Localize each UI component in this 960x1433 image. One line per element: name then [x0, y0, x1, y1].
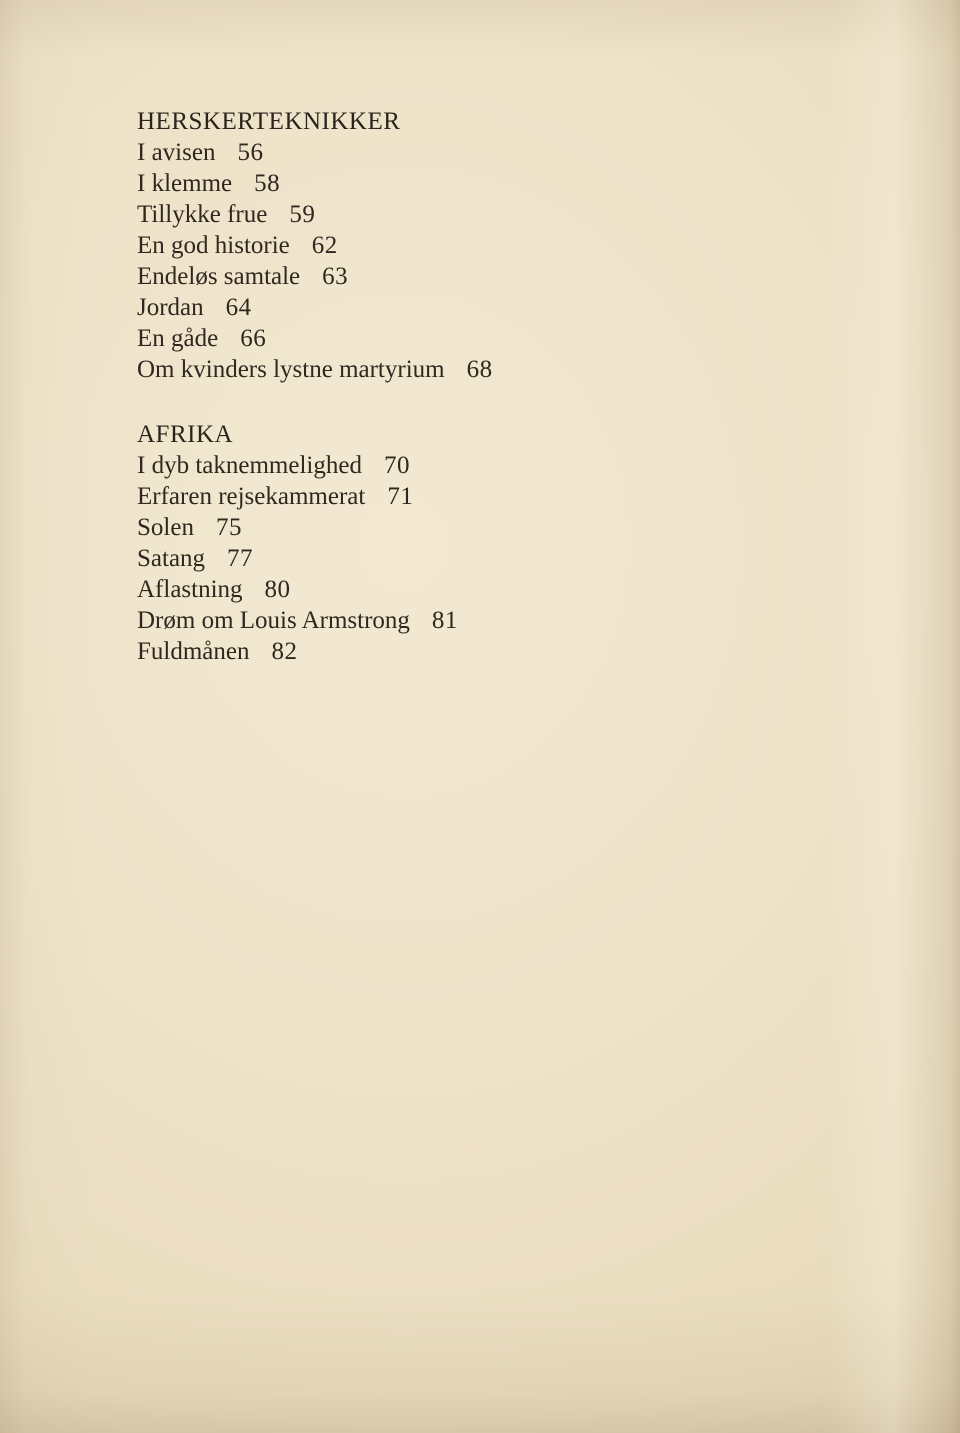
toc-entry	[137, 168, 870, 199]
entry-label: Drøm om Louis Armstrong	[137, 607, 410, 634]
toc-entry	[137, 137, 870, 168]
entry-label: I dyb taknemmelighed	[137, 452, 362, 479]
entry-label: Fuldmånen	[137, 638, 250, 665]
entry-page-number: 59	[289, 201, 316, 228]
toc-entry	[137, 292, 870, 323]
entry-label: Satang	[137, 545, 206, 572]
toc-section	[137, 106, 870, 385]
entry-page-number: 81	[431, 607, 458, 634]
toc-entry	[137, 230, 870, 261]
entry-page-number: 68	[466, 356, 493, 383]
entry-label: Jordan	[137, 294, 204, 321]
entry-page-number: 70	[383, 452, 410, 479]
entry-page-number: 63	[322, 263, 349, 290]
entry-label: I avisen	[137, 139, 216, 166]
entry-label: Solen	[137, 514, 194, 541]
entry-page-number: 82	[271, 638, 298, 665]
toc-entry	[137, 199, 870, 230]
entry-page-number: 58	[254, 170, 281, 197]
entry-label: En god historie	[137, 232, 290, 259]
entry-label: Aflastning	[137, 576, 243, 603]
toc-entry	[137, 605, 870, 636]
entry-page-number: 64	[225, 294, 252, 321]
toc-entry	[137, 481, 870, 512]
entry-page-number: 80	[264, 576, 291, 603]
section-title: AFRIKA	[137, 421, 234, 448]
toc-entry	[137, 323, 870, 354]
entry-page-number: 71	[387, 483, 414, 510]
toc-section	[137, 419, 870, 667]
entry-label: Tillykke frue	[137, 201, 268, 228]
toc-entry	[137, 512, 870, 543]
entry-label: Erfaren rejsekammerat	[137, 483, 366, 510]
entry-label: En gåde	[137, 325, 219, 352]
entry-page-number: 56	[237, 139, 264, 166]
toc-entry	[137, 543, 870, 574]
table-of-contents	[137, 106, 870, 701]
entry-page-number: 66	[240, 325, 267, 352]
entry-page-number: 62	[311, 232, 338, 259]
toc-entry	[137, 574, 870, 605]
entry-label: Om kvinders lystne martyrium	[137, 356, 445, 383]
toc-entry	[137, 354, 870, 385]
toc-entry	[137, 636, 870, 667]
entry-page-number: 75	[215, 514, 242, 541]
entry-label: I klemme	[137, 170, 233, 197]
toc-entry	[137, 261, 870, 292]
section-title: HERSKERTEKNIKKER	[137, 108, 401, 135]
toc-entry	[137, 450, 870, 481]
entry-page-number: 77	[227, 545, 254, 572]
entry-label: Endeløs samtale	[137, 263, 301, 290]
